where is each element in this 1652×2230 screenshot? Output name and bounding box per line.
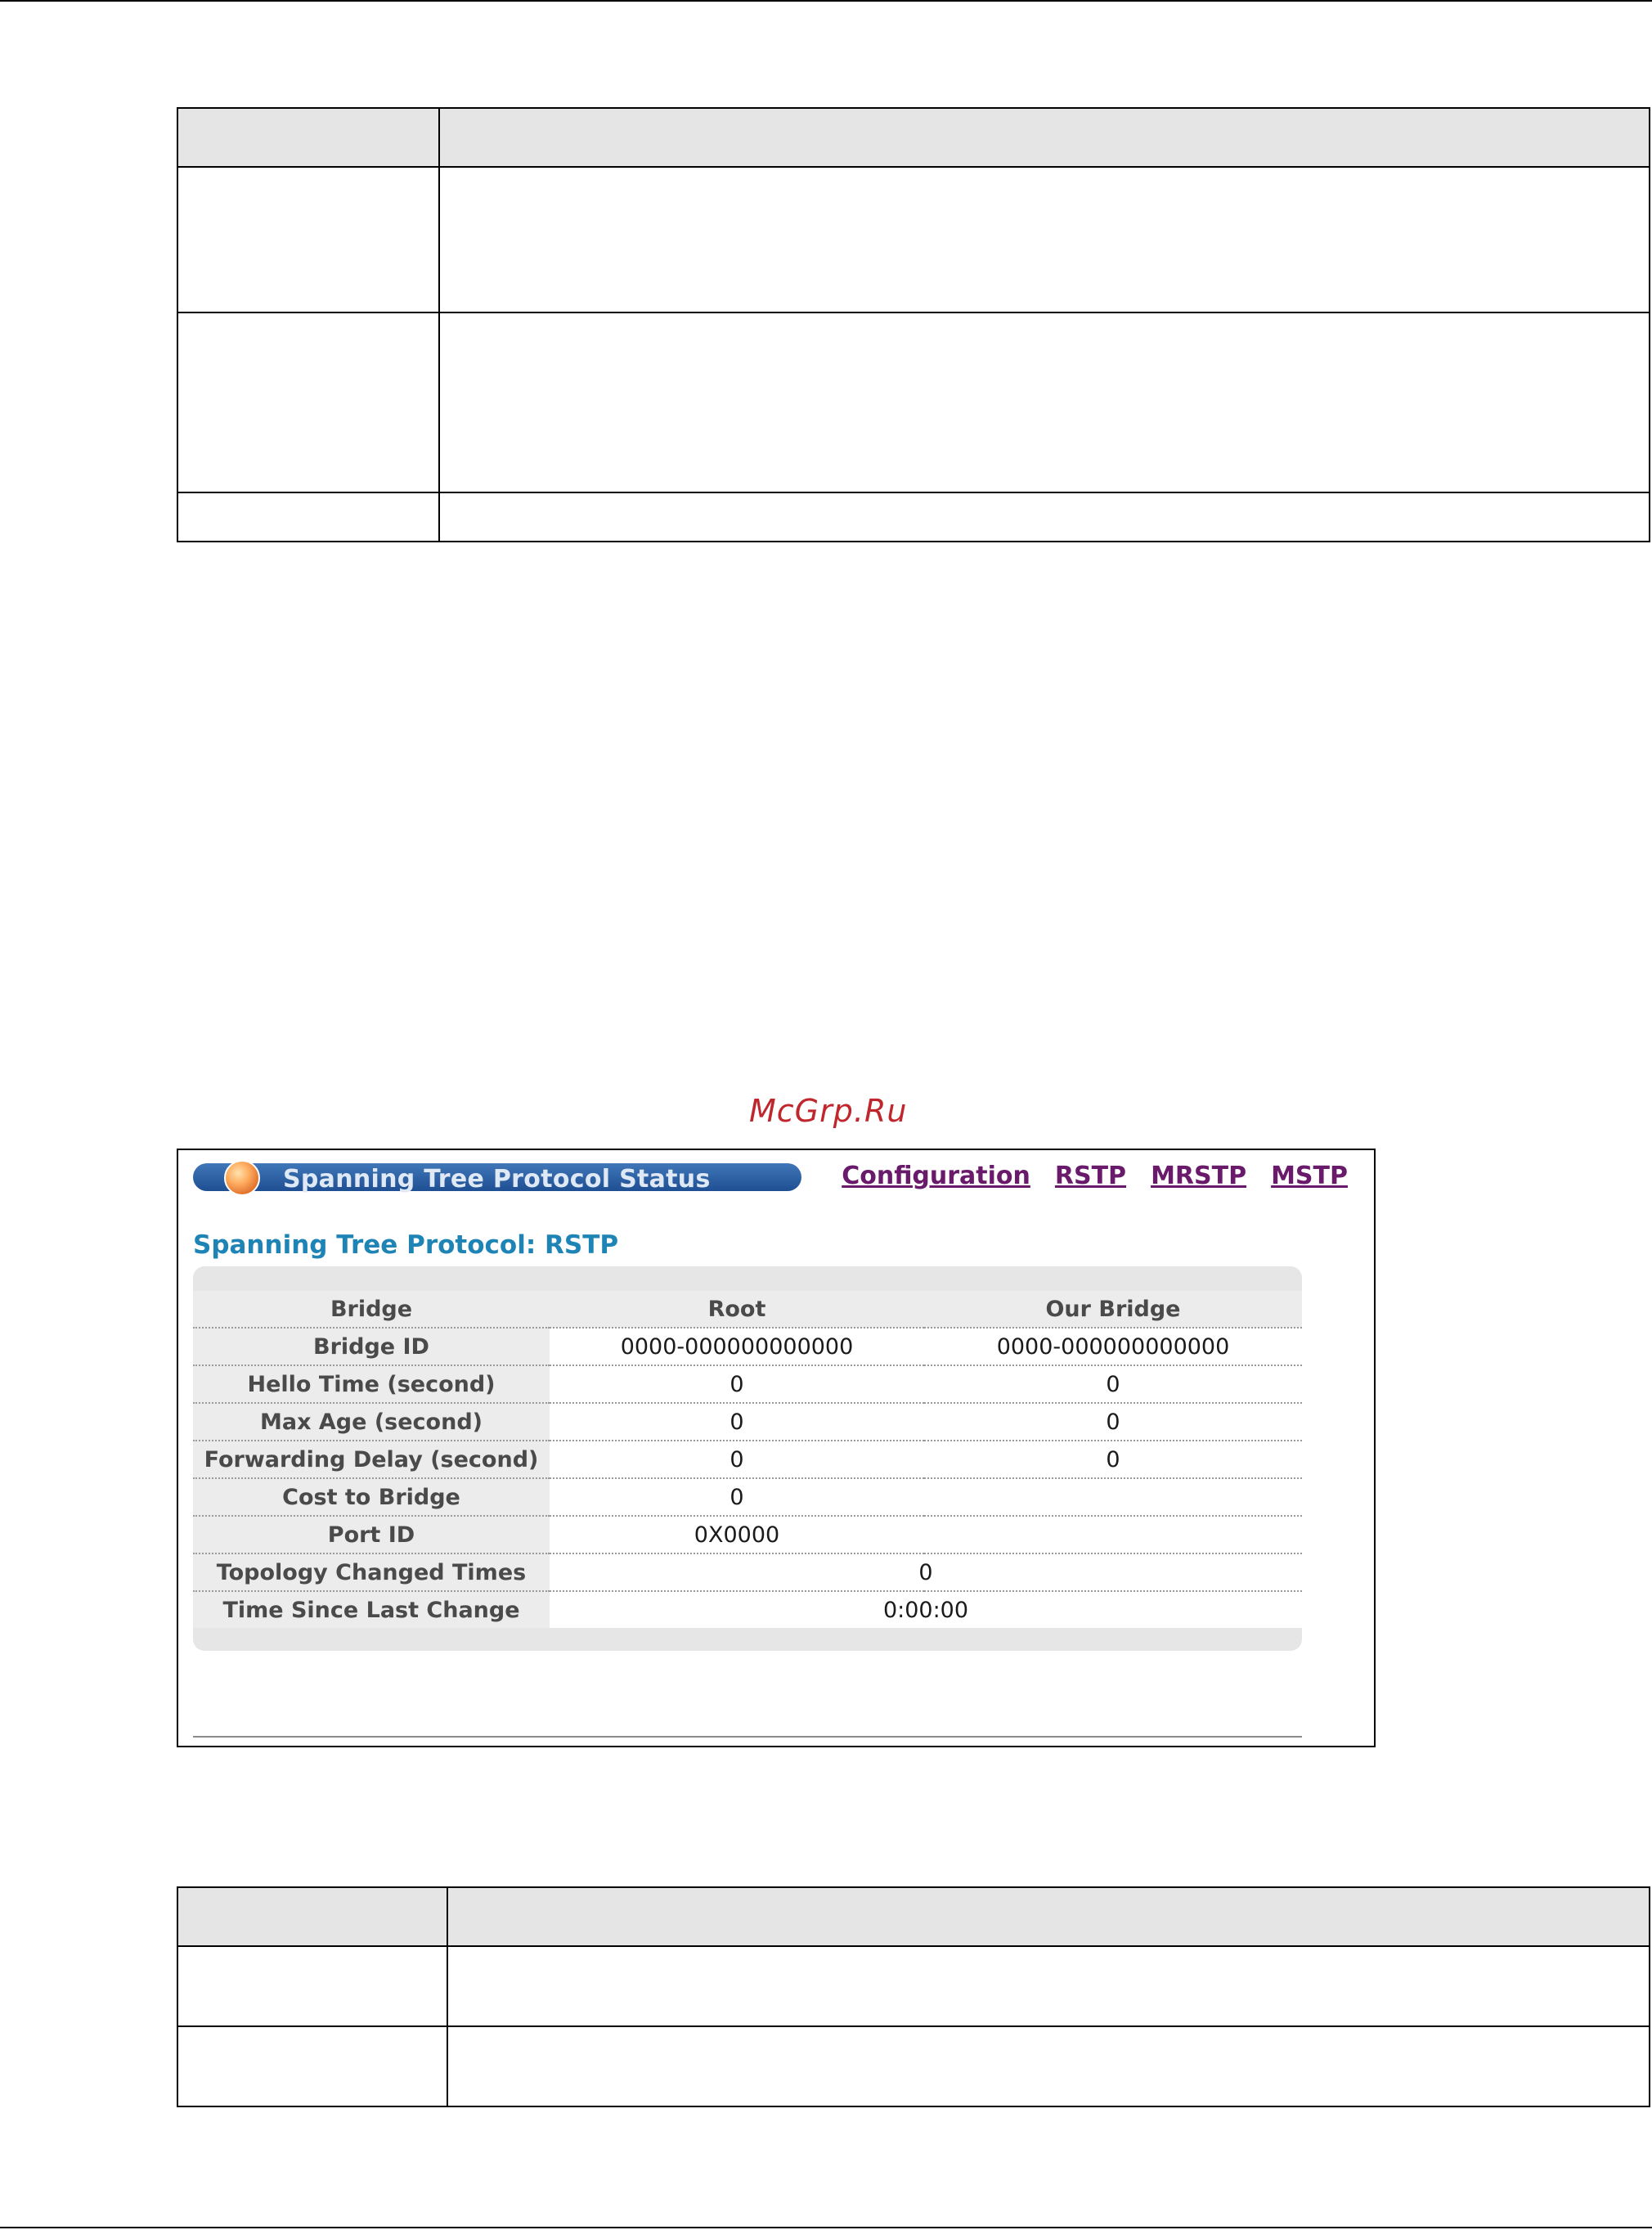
table-cell (177, 312, 439, 492)
table-header-cell (447, 1887, 1650, 1946)
orb-icon (224, 1160, 260, 1196)
header-bridge: Bridge (193, 1291, 550, 1328)
root-bridge-id: 0000-000000000000 (550, 1328, 924, 1365)
table-cell (177, 1946, 447, 2026)
table-row (193, 1441, 1302, 1478)
table-cell (447, 1946, 1650, 2026)
top-rule (0, 0, 1652, 2)
table-row (193, 1365, 1302, 1403)
topology-changed-value: 0 (550, 1553, 1302, 1591)
row-label-port-id: Port ID (193, 1516, 550, 1553)
table-cell (177, 2026, 447, 2106)
root-port-id: 0X0000 (550, 1516, 924, 1553)
row-label-topology-changed: Topology Changed Times (193, 1553, 550, 1591)
our-bridge-id: 0000-000000000000 (924, 1328, 1302, 1365)
table-row (193, 1403, 1302, 1441)
status-panel (193, 1266, 1302, 1651)
empty-cell (924, 1478, 1302, 1516)
window-title: Spanning Tree Protocol Status (283, 1165, 711, 1194)
row-label-max-age: Max Age (second) (193, 1403, 550, 1441)
table-cell (447, 2026, 1650, 2106)
table-row (193, 1328, 1302, 1365)
divider (193, 1736, 1302, 1738)
bottom-description-table (177, 1886, 1650, 2107)
row-label-forwarding-delay: Forwarding Delay (second) (193, 1441, 550, 1478)
time-since-change-value: 0:00:00 (550, 1591, 1302, 1628)
row-label-hello-time: Hello Time (second) (193, 1365, 550, 1403)
watermark: McGrp.Ru (749, 1093, 908, 1129)
table-row (193, 1591, 1302, 1628)
root-hello-time: 0 (550, 1365, 924, 1403)
bottom-rule (0, 2227, 1652, 2228)
our-hello-time: 0 (924, 1365, 1302, 1403)
table-header-cell (177, 1887, 447, 1946)
table-cell (439, 492, 1650, 542)
top-description-table (177, 107, 1650, 542)
row-label-cost-to-bridge: Cost to Bridge (193, 1478, 550, 1516)
table-header-cell (439, 108, 1650, 167)
status-table (193, 1291, 1302, 1628)
table-row (193, 1478, 1302, 1516)
mstp-link[interactable]: MSTP (1271, 1162, 1348, 1190)
title-bar (193, 1163, 801, 1194)
configuration-link[interactable]: Configuration (842, 1162, 1030, 1190)
protocol-heading: Spanning Tree Protocol: RSTP (193, 1230, 619, 1260)
table-header-row (193, 1291, 1302, 1328)
table-cell (177, 167, 439, 312)
our-max-age: 0 (924, 1403, 1302, 1441)
table-cell (439, 167, 1650, 312)
header-our-bridge: Our Bridge (924, 1291, 1302, 1328)
root-cost-to-bridge: 0 (550, 1478, 924, 1516)
empty-cell (924, 1516, 1302, 1553)
row-label-time-since-change: Time Since Last Change (193, 1591, 550, 1628)
root-max-age: 0 (550, 1403, 924, 1441)
table-cell (177, 492, 439, 542)
table-header-cell (177, 108, 439, 167)
table-cell (439, 312, 1650, 492)
table-row (193, 1553, 1302, 1591)
header-root: Root (550, 1291, 924, 1328)
nav-links (842, 1162, 1348, 1190)
table-row (193, 1516, 1302, 1553)
row-label-bridge-id: Bridge ID (193, 1328, 550, 1365)
stp-status-screenshot (177, 1149, 1376, 1747)
rstp-link[interactable]: RSTP (1054, 1162, 1127, 1190)
mrstp-link[interactable]: MRSTP (1151, 1162, 1247, 1190)
root-forwarding-delay: 0 (550, 1441, 924, 1478)
our-forwarding-delay: 0 (924, 1441, 1302, 1478)
